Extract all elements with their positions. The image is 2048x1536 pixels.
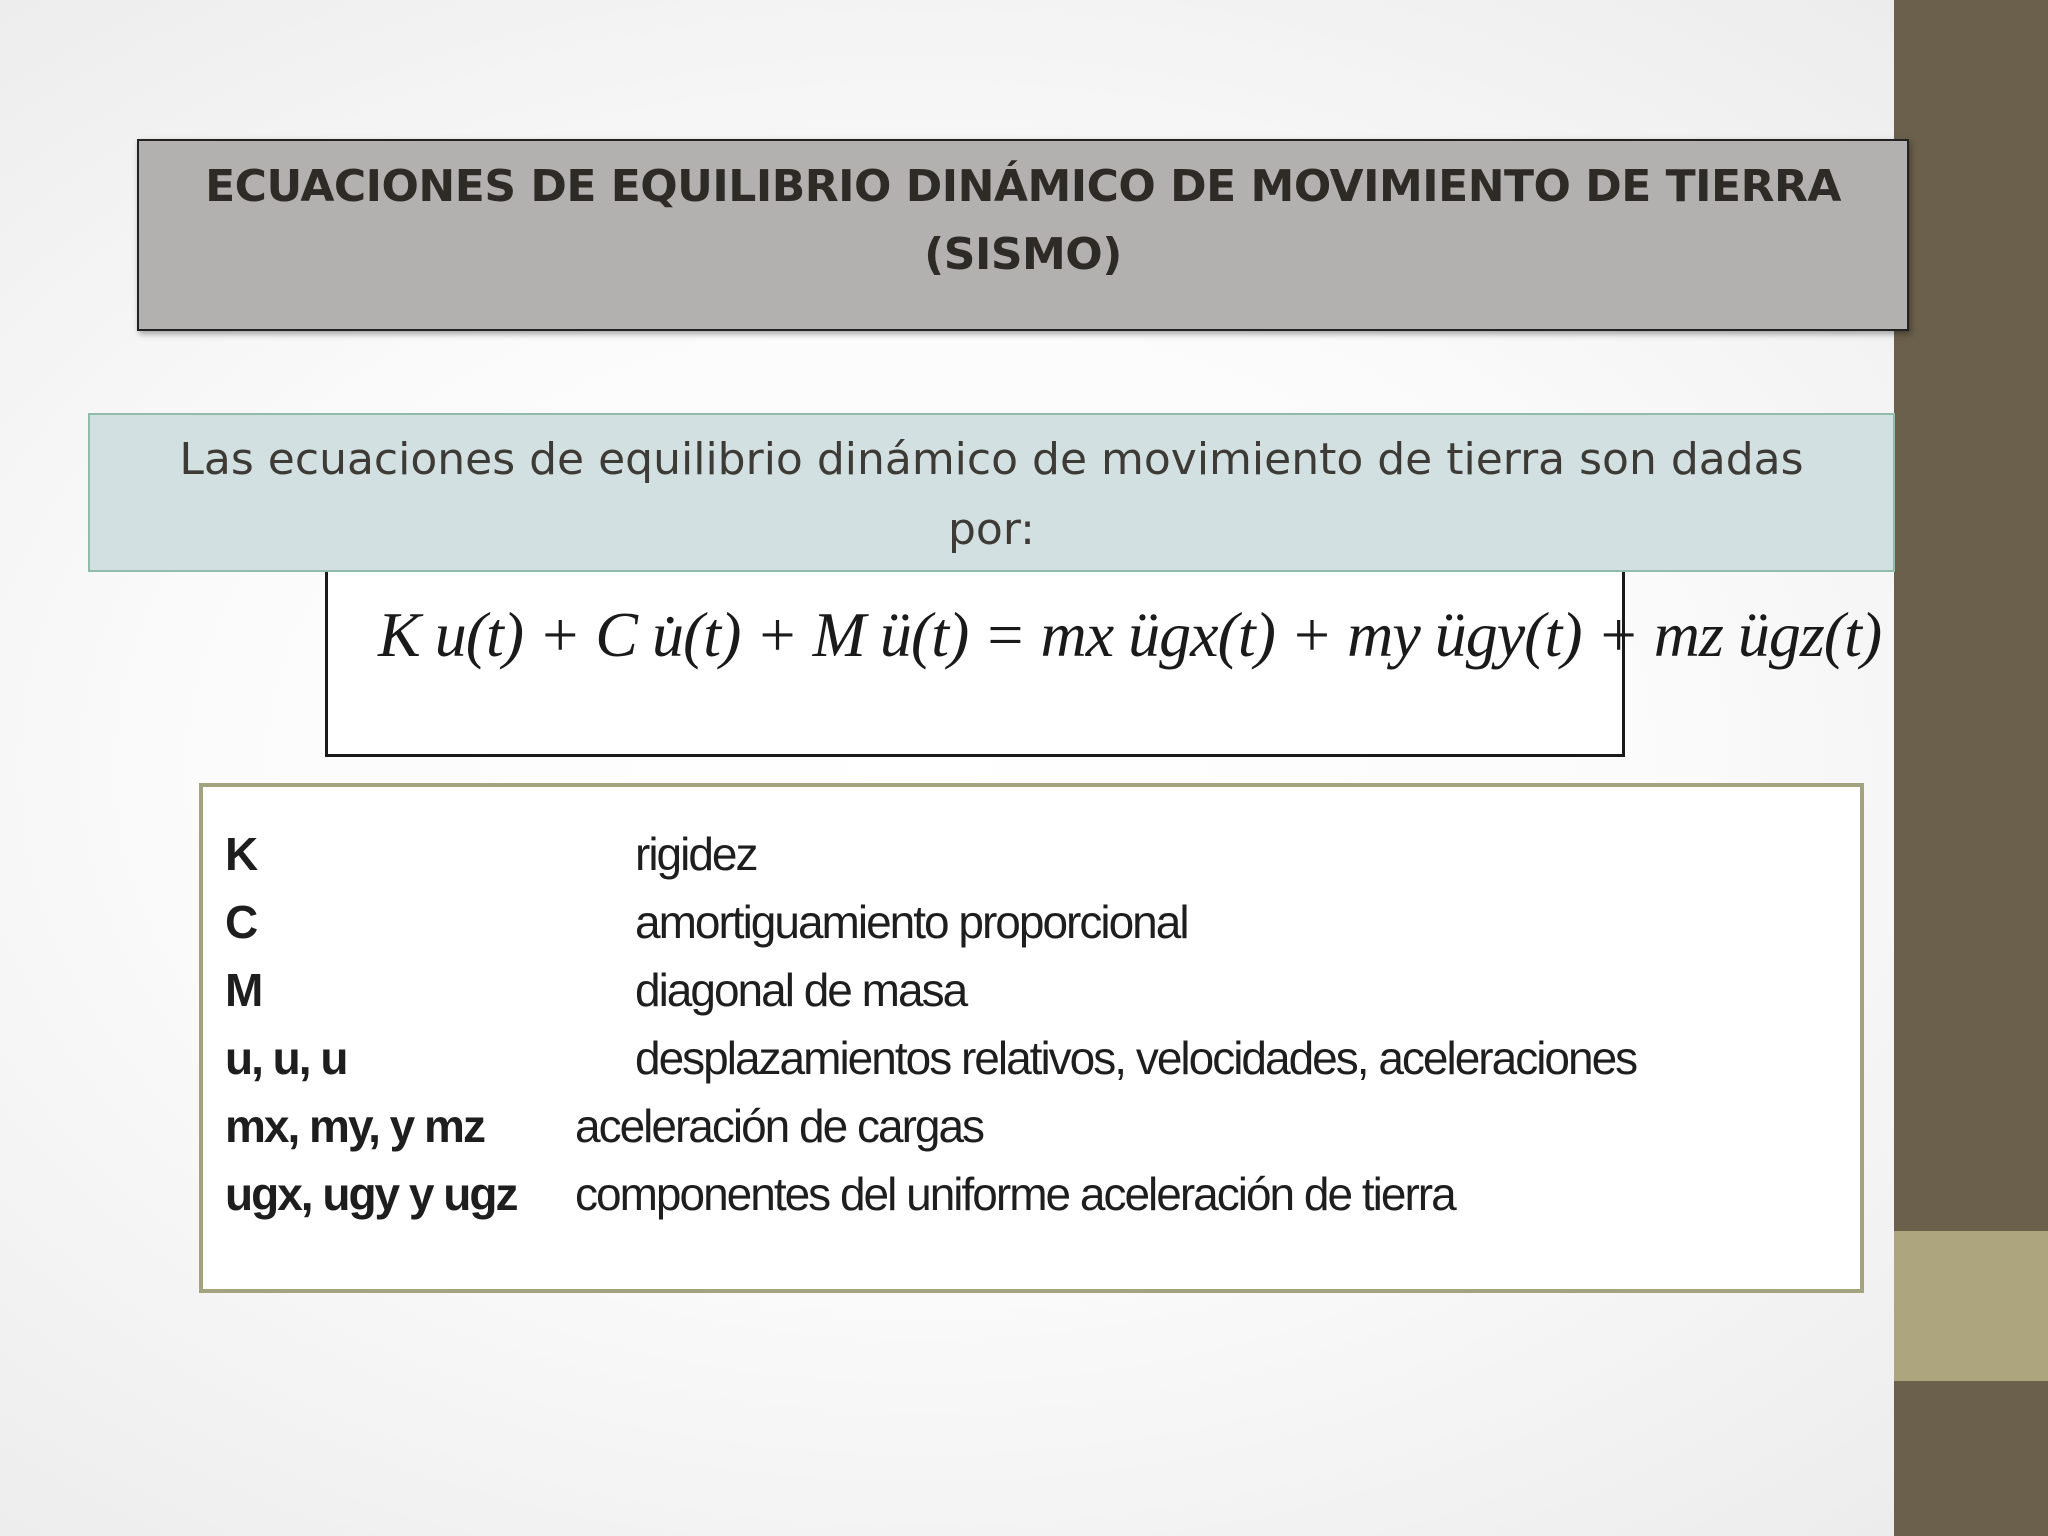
slide-title-line2: (SISMO)	[924, 229, 1122, 280]
definition-symbol: M	[225, 964, 262, 1016]
definition-description: diagonal de masa	[635, 964, 967, 1016]
formula-box	[325, 560, 1882, 757]
definition-symbol: mx, my, y mz	[225, 1100, 484, 1152]
definition-description: componentes del uniforme aceleración de tierra	[575, 1168, 1455, 1220]
intro-text	[179, 415, 1803, 565]
definitions-box	[199, 783, 1864, 1293]
definition-description: amortiguamiento proporcional	[635, 896, 1188, 948]
intro-line1: Las ecuaciones de equilibrio dinámico de movimiento de tierra son dadas	[179, 434, 1804, 485]
title-box	[137, 139, 1909, 331]
intro-box	[88, 413, 1895, 572]
definition-description: desplazamientos relativos, velocidades, aceleraciones	[635, 1032, 1637, 1084]
definition-symbol: C	[225, 896, 257, 948]
definition-symbol: K	[225, 828, 257, 880]
slide-title	[205, 153, 1841, 289]
intro-line2: por:	[947, 504, 1035, 555]
definition-symbol: u, u, u	[225, 1032, 347, 1084]
slide-title-line1: ECUACIONES DE EQUILIBRIO DINÁMICO DE MOVIMIENTO DE TIERRA	[205, 161, 1841, 212]
equation-formula: K u(t) + C u̇(t) + M ü(t) = mx ügx(t) + my ügy(t) + mz ügz(t)	[378, 599, 1882, 670]
definition-description: aceleración de cargas	[575, 1100, 984, 1152]
definition-description: rigidez	[635, 828, 757, 880]
definition-symbol: ugx, ugy y ugz	[225, 1168, 517, 1220]
side-accent-decoration	[1894, 1231, 2048, 1381]
